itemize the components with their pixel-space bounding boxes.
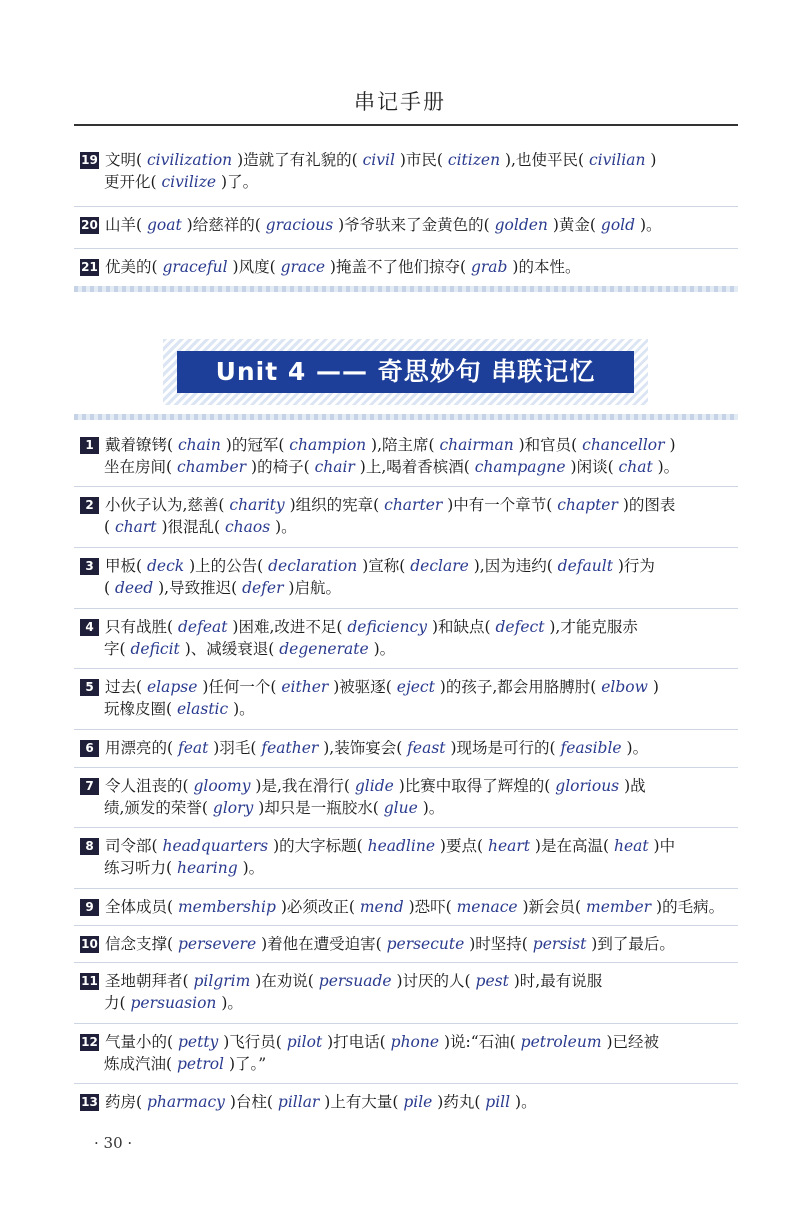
chinese-text: )是,我在滑行( xyxy=(255,777,350,795)
sentence-line xyxy=(80,171,738,193)
sentence-line xyxy=(80,1053,738,1075)
chinese-text: 令人沮丧的( xyxy=(105,777,189,795)
chinese-text: 坐在房间( xyxy=(104,458,173,476)
english-word: heart xyxy=(483,837,535,855)
chinese-text: )必须改正( xyxy=(280,898,355,916)
english-word: chamber xyxy=(172,458,252,476)
chinese-text: 山羊( xyxy=(105,216,143,234)
english-word: degenerate xyxy=(274,640,374,658)
sentence-line xyxy=(80,992,738,1014)
chinese-text: )恐吓( xyxy=(408,898,452,916)
sentence-line xyxy=(80,857,738,879)
english-word: deficiency xyxy=(342,618,432,636)
vocab-sentence-item xyxy=(80,1091,738,1113)
chinese-text: )的图表 xyxy=(622,496,676,514)
chinese-text: )台柱( xyxy=(229,1093,273,1111)
english-word: feasible xyxy=(555,739,627,757)
item-number-badge: 13 xyxy=(81,1095,98,1109)
sentence-line xyxy=(80,933,738,955)
vocab-sentence-item xyxy=(80,933,738,955)
item-number-badge: 10 xyxy=(81,937,98,951)
chinese-text: )。 xyxy=(657,458,680,476)
vocab-sentence-item xyxy=(80,616,738,660)
chinese-text: )、减缓衰退( xyxy=(184,640,275,658)
item-number-badge: 1 xyxy=(80,437,99,454)
sentence-line xyxy=(80,638,738,660)
sentence-line xyxy=(80,555,738,577)
english-word: either xyxy=(276,678,334,696)
chinese-text: )上的公告( xyxy=(189,557,264,575)
english-word: persecute xyxy=(381,935,470,953)
row-separator xyxy=(74,486,738,487)
sentence-line xyxy=(80,149,738,171)
chinese-text: )打电话( xyxy=(327,1033,386,1051)
english-word: persevere xyxy=(173,935,262,953)
chinese-text: )羽毛( xyxy=(213,739,257,757)
english-word: elapse xyxy=(142,678,203,696)
item-number-badge: 3 xyxy=(80,558,99,575)
chinese-text: )。 xyxy=(422,799,445,817)
english-word: phone xyxy=(385,1033,444,1051)
row-separator xyxy=(74,668,738,669)
english-word: civilize xyxy=(156,173,222,191)
chinese-text: )讨厌的人( xyxy=(396,972,471,990)
english-word: chart xyxy=(110,518,162,536)
english-word: defer xyxy=(237,579,289,597)
english-word: golden xyxy=(489,216,553,234)
english-word: gracious xyxy=(260,216,339,234)
item-number-badge: 5 xyxy=(80,679,99,696)
chinese-text: 气量小的( xyxy=(105,1033,174,1051)
chinese-text: )。 xyxy=(373,640,396,658)
chinese-text: 力( xyxy=(104,994,126,1012)
row-separator xyxy=(74,827,738,828)
chinese-text: )。 xyxy=(626,739,649,757)
item-number-badge: 11 xyxy=(81,974,98,988)
vocab-sentence-item xyxy=(80,737,738,759)
chinese-text: )。 xyxy=(639,216,662,234)
chinese-text: )上,喝着香槟酒( xyxy=(359,458,470,476)
chinese-text: 绩,颁发的荣誉( xyxy=(104,799,208,817)
section-divider xyxy=(74,414,738,420)
english-word: default xyxy=(552,557,618,575)
chinese-text: )新会员( xyxy=(522,898,582,916)
sentence-line xyxy=(80,1091,738,1113)
english-word: headquarters xyxy=(157,837,274,855)
item-number-badge: 9 xyxy=(80,899,99,916)
english-word: menace xyxy=(451,898,523,916)
english-word: persist xyxy=(527,935,592,953)
english-word: civilization xyxy=(142,151,238,169)
chinese-text: )组织的宪章( xyxy=(289,496,380,514)
item-number-badge: 7 xyxy=(80,778,99,795)
english-word: pile xyxy=(398,1093,438,1111)
sentence-line xyxy=(80,456,738,478)
row-separator xyxy=(74,608,738,609)
chinese-text: )飞行员( xyxy=(223,1033,282,1051)
chinese-text: )行为 xyxy=(617,557,655,575)
row-separator xyxy=(74,888,738,889)
chinese-text: 甲板( xyxy=(105,557,143,575)
english-word: gloomy xyxy=(188,777,256,795)
english-word: defeat xyxy=(173,618,233,636)
chinese-text: )闲谈( xyxy=(570,458,614,476)
english-word: pill xyxy=(480,1093,516,1111)
vocab-sentence-item xyxy=(80,434,738,478)
chinese-text: )着他在遭受迫害( xyxy=(261,935,382,953)
chinese-text: ),才能克服赤 xyxy=(549,618,638,636)
english-word: feather xyxy=(256,739,324,757)
sentence-line xyxy=(80,797,738,819)
sentence-line xyxy=(80,970,738,992)
chinese-text: )黄金( xyxy=(552,216,596,234)
sentence-line xyxy=(80,256,738,278)
chinese-text: )困难,改进不足( xyxy=(232,618,343,636)
chinese-text: ( xyxy=(104,579,111,597)
item-number-badge: 21 xyxy=(81,260,98,274)
chinese-text: )战 xyxy=(624,777,646,795)
chinese-text: )已经被 xyxy=(606,1033,660,1051)
row-separator xyxy=(74,206,738,207)
vocab-sentence-item xyxy=(80,256,738,278)
chinese-text: )的毛病。 xyxy=(656,898,725,916)
chinese-text: ) xyxy=(669,436,676,454)
english-word: chaos xyxy=(220,518,276,536)
row-separator xyxy=(74,767,738,768)
english-word: champion xyxy=(284,436,372,454)
vocab-sentence-item xyxy=(80,214,738,236)
item-number-badge: 20 xyxy=(81,218,98,232)
vocab-sentence-item xyxy=(80,1031,738,1075)
english-word: pharmacy xyxy=(142,1093,230,1111)
chinese-text: )被驱逐( xyxy=(333,678,392,696)
chinese-text: 司令部( xyxy=(105,837,158,855)
english-word: glue xyxy=(378,799,423,817)
english-word: chair xyxy=(309,458,360,476)
vocab-sentence-item xyxy=(80,896,738,918)
title-rule xyxy=(74,124,738,126)
english-word: pest xyxy=(470,972,514,990)
chinese-text: )。 xyxy=(275,518,297,536)
vocab-sentence-item xyxy=(80,775,738,819)
chinese-text: )和缺点( xyxy=(431,618,491,636)
english-word: feat xyxy=(173,739,214,757)
english-word: headline xyxy=(362,837,440,855)
sentence-line xyxy=(80,698,738,720)
chinese-text: 全体成员( xyxy=(105,898,174,916)
chinese-text: )中 xyxy=(653,837,676,855)
english-word: chapter xyxy=(552,496,623,514)
chinese-text: ),因为违约( xyxy=(473,557,553,575)
item-number-badge: 19 xyxy=(81,153,98,167)
english-word: glory xyxy=(207,799,259,817)
vocab-sentence-item xyxy=(80,149,738,193)
item-number-badge: 12 xyxy=(81,1035,98,1049)
row-separator xyxy=(74,1023,738,1024)
sentence-line xyxy=(80,516,738,538)
english-word: pilgrim xyxy=(188,972,256,990)
sentence-line xyxy=(80,434,738,456)
english-word: champagne xyxy=(469,458,571,476)
english-word: civilian xyxy=(584,151,651,169)
page-title: 串记手册 xyxy=(354,90,446,114)
item-number-badge: 8 xyxy=(80,838,99,855)
english-word: citizen xyxy=(442,151,505,169)
chinese-text: 更开化( xyxy=(104,173,157,191)
chinese-text: )风度( xyxy=(232,258,276,276)
row-separator xyxy=(74,248,738,249)
vocab-sentence-item xyxy=(80,555,738,599)
english-word: persuasion xyxy=(125,994,222,1012)
chinese-text: 只有战胜( xyxy=(105,618,174,636)
chinese-text: ( xyxy=(104,518,111,536)
chinese-text: )。 xyxy=(221,994,243,1012)
chinese-text: )在劝说( xyxy=(255,972,314,990)
chinese-text: )现场是可行的( xyxy=(450,739,556,757)
english-word: persuade xyxy=(313,972,397,990)
vocab-sentence-item xyxy=(80,835,738,879)
english-word: glorious xyxy=(550,777,625,795)
english-word: petroleum xyxy=(515,1033,607,1051)
chinese-text: )了。” xyxy=(228,1055,267,1073)
chinese-text: )了。 xyxy=(221,173,259,191)
row-separator xyxy=(74,962,738,963)
chinese-text: 炼成汽油( xyxy=(104,1055,173,1073)
chinese-text: )给慈祥的( xyxy=(186,216,261,234)
chinese-text: ),导致推迟( xyxy=(158,579,238,597)
vocab-sentence-item xyxy=(80,676,738,720)
sentence-line xyxy=(80,835,738,857)
english-word: pillar xyxy=(272,1093,325,1111)
chinese-text: )爷爷驮来了金黄色的( xyxy=(338,216,490,234)
sentence-line xyxy=(80,214,738,236)
chinese-text: 小伙子认为,慈善( xyxy=(105,496,225,514)
chinese-text: )的孩子,都会用胳膊肘( xyxy=(439,678,597,696)
chinese-text: 药房( xyxy=(105,1093,143,1111)
english-word: eject xyxy=(391,678,440,696)
english-word: deficit xyxy=(125,640,185,658)
sentence-line xyxy=(80,577,738,599)
chinese-text: 戴着镣铐( xyxy=(105,436,174,454)
row-separator xyxy=(74,729,738,730)
chinese-text: )宣称( xyxy=(362,557,406,575)
english-word: membership xyxy=(173,898,281,916)
chinese-text: )到了最后。 xyxy=(591,935,675,953)
sentence-line xyxy=(80,494,738,516)
row-separator xyxy=(74,925,738,926)
english-word: goat xyxy=(142,216,187,234)
vocab-sentence-item xyxy=(80,494,738,538)
sentence-line xyxy=(80,616,738,638)
english-word: glide xyxy=(349,777,399,795)
row-separator xyxy=(74,547,738,548)
item-number-badge: 2 xyxy=(80,497,99,514)
english-word: elbow xyxy=(596,678,653,696)
vocab-sentence-item xyxy=(80,970,738,1014)
chinese-text: )却只是一瓶胶水( xyxy=(258,799,379,817)
chinese-text: 练习听力( xyxy=(104,859,173,877)
chinese-text: )。 xyxy=(515,1093,537,1111)
chinese-text: )要点( xyxy=(439,837,484,855)
chinese-text: )的本性。 xyxy=(512,258,581,276)
english-word: defect xyxy=(490,618,550,636)
chinese-text: )比赛中取得了辉煌的( xyxy=(398,777,551,795)
chinese-text: )掩盖不了他们掠夺( xyxy=(329,258,467,276)
chinese-text: )任何一个( xyxy=(202,678,277,696)
chinese-text: )和官员( xyxy=(518,436,578,454)
english-word: chain xyxy=(173,436,226,454)
english-word: mend xyxy=(354,898,409,916)
chinese-text: )市民( xyxy=(399,151,443,169)
chinese-text: ) xyxy=(652,678,659,696)
chinese-text: 用漂亮的( xyxy=(105,739,174,757)
english-word: grace xyxy=(275,258,330,276)
english-word: grab xyxy=(466,258,513,276)
chinese-text: )的大字标题( xyxy=(273,837,363,855)
chinese-text: )中有一个章节( xyxy=(447,496,553,514)
section-divider xyxy=(74,286,738,292)
english-word: charity xyxy=(224,496,290,514)
chinese-text: )的冠军( xyxy=(225,436,285,454)
english-word: gold xyxy=(595,216,640,234)
english-word: hearing xyxy=(172,859,243,877)
english-word: deed xyxy=(110,579,159,597)
chinese-text: 字( xyxy=(104,640,126,658)
item-number-badge: 4 xyxy=(80,619,99,636)
chinese-text: 过去( xyxy=(105,678,143,696)
chinese-text: 信念支撑( xyxy=(105,935,174,953)
chinese-text: 文明( xyxy=(105,151,143,169)
english-word: pilot xyxy=(281,1033,328,1051)
sentence-line xyxy=(80,775,738,797)
chinese-text: )很混乱( xyxy=(161,518,221,536)
chinese-text: )。 xyxy=(242,859,265,877)
english-word: petrol xyxy=(172,1055,229,1073)
english-word: civil xyxy=(357,151,400,169)
chinese-text: )上有大量( xyxy=(324,1093,399,1111)
english-word: graceful xyxy=(157,258,233,276)
english-word: chat xyxy=(613,458,658,476)
chinese-text: )药丸( xyxy=(437,1093,481,1111)
english-word: declaration xyxy=(263,557,363,575)
english-word: heat xyxy=(609,837,654,855)
english-word: chairman xyxy=(434,436,519,454)
chinese-text: )造就了有礼貌的( xyxy=(237,151,358,169)
sentence-line xyxy=(80,1031,738,1053)
chinese-text: ),装饰宴会( xyxy=(323,739,403,757)
chinese-text: )的椅子( xyxy=(251,458,310,476)
english-word: member xyxy=(581,898,657,916)
row-separator xyxy=(74,1083,738,1084)
chinese-text: )时,最有说服 xyxy=(513,972,603,990)
english-word: feast xyxy=(402,739,451,757)
english-word: charter xyxy=(379,496,448,514)
english-word: deck xyxy=(142,557,190,575)
chinese-text: )是在高温( xyxy=(534,837,610,855)
chinese-text: )启航。 xyxy=(288,579,341,597)
section-banner xyxy=(163,339,648,405)
chinese-text: ),陪主席( xyxy=(371,436,435,454)
section-title: Unit 4 —— 奇思妙句 串联记忆 xyxy=(177,351,634,393)
english-word: chancellor xyxy=(577,436,670,454)
chinese-text: ) xyxy=(650,151,657,169)
sentence-line xyxy=(80,737,738,759)
sentence-line xyxy=(80,676,738,698)
item-number-badge: 6 xyxy=(80,740,99,757)
page-number: · 30 · xyxy=(94,1134,133,1152)
sentence-line xyxy=(80,896,738,918)
english-word: declare xyxy=(405,557,474,575)
english-word: petty xyxy=(173,1033,224,1051)
english-word: elastic xyxy=(172,700,234,718)
chinese-text: 优美的( xyxy=(105,258,158,276)
chinese-text: )时坚持( xyxy=(469,935,528,953)
chinese-text: ),也使平民( xyxy=(504,151,585,169)
chinese-text: 玩橡皮圈( xyxy=(104,700,173,718)
chinese-text: 圣地朝拜者( xyxy=(105,972,189,990)
chinese-text: )说:“石油( xyxy=(443,1033,516,1051)
chinese-text: )。 xyxy=(233,700,255,718)
